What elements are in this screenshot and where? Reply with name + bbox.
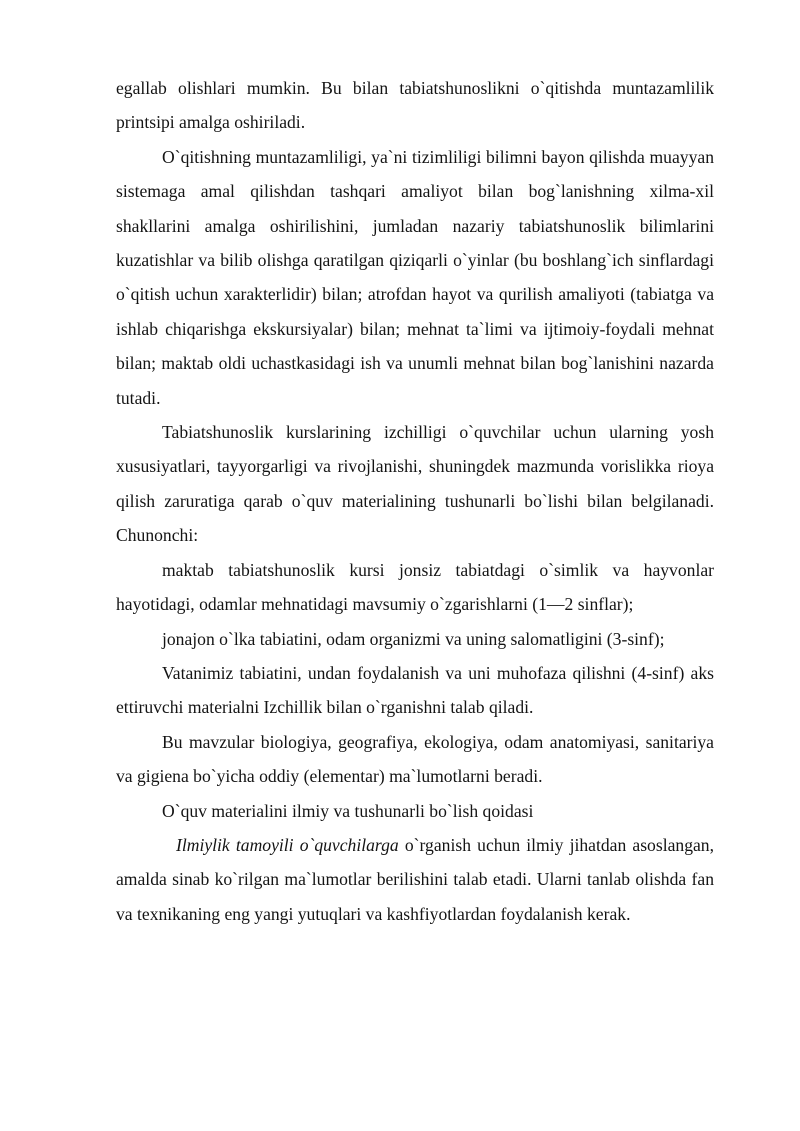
section-heading: O`quv materialini ilmiy va tushunarli bo`lish qoidasi — [162, 800, 534, 821]
document-page — [116, 71, 714, 931]
paragraph-grade-3: jonajon o`lka tabiatini, odam organizmi va uning salomatligini (3-sinf); — [162, 628, 665, 649]
paragraph-body: o`rganish uchun ilmiy jihatdan asoslangan, amalda sinab ko`rilgan ma`lumotlar berilishini talab etadi. Ularni tanlab olishda fan va texnikaning eng yangi yutuqlari va kashfiyotlardan foydalanish kerak. — [116, 834, 714, 924]
paragraph-topics: Bu mavzular biologiya, geografiya, ekologiya, odam anatomiyasi, sanitariya va gigiena bo`yicha oddiy (elementar) ma`lumotlarni beradi. — [116, 731, 714, 787]
paragraph-systematic-teaching: O`qitishning muntazamliligi, ya`ni tizimliligi bilimni bayon qilishda muayyan sistemaga amal qilishdan tashqari amaliyot bilan bog`lanishning xilma-xil shakllarini amalga oshirilishini, jumladan nazariy tabiatshunoslik bilimlarini kuzatishlar va bilib olishga qaratilgan qiziqarli o`yinlar (bu boshlang`ich sinflardagi o`qitish uchun xarakterlidir) bilan; atrofdan hayot va qurilish amaliyoti (tabiatga va ishlab chiqarishga ekskursiyalar) bilan; mehnat ta`limi va ijtimoiy-foydali mehnat bilan; maktab oldi uchastkasidagi ish va unumli mehnat bilan bog`lanishini nazarda tutadi. — [116, 146, 714, 408]
paragraph-course-sequence: Tabiatshunoslik kurslarining izchilligi o`quvchilar uchun ularning yosh xususiyatlari, tayyorgarligi va rivojlanishi, shuningdek mazmunda vorislikka rioya qilish zaruratiga qarab o`quv materialining tushunarli bo`lishi bilan belgilanadi. Chunonchi: — [116, 422, 714, 546]
paragraph-grade-4: Vatanimiz tabiatini, undan foydalanish va uni muhofaza qilishni (4-sinf) aks ettiruvchi materialni Izchillik bilan o`rganishni talab qiladi. — [116, 662, 714, 718]
paragraph-continuation: egallab olishlari mumkin. Bu bilan tabiatshunoslikni o`qitishda muntazamlilik printsipi amalga oshiriladi. — [116, 78, 714, 133]
italic-term: Ilmiylik tamoyili o`quvchilarga — [176, 834, 399, 855]
paragraph-grades-1-2: maktab tabiatshunoslik kursi jonsiz tabiatdagi o`simlik va hayvonlar hayotidagi, odamlar mehnatidagi mavsumiy o`zgarishlarni (1—2 sinflar); — [116, 559, 714, 615]
paragraph-scientific-principle — [116, 828, 714, 931]
